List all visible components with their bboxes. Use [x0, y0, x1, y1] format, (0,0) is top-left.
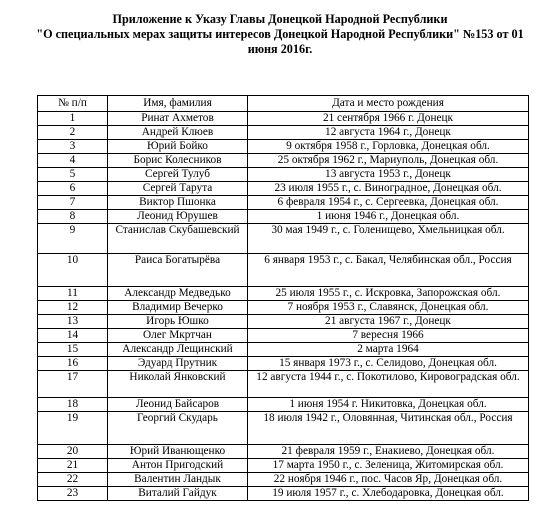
- cell-name: Леонид Юрушев: [108, 210, 248, 224]
- cell-birth: 17 марта 1950 г., с. Зеленица, Житомирская обл.: [248, 459, 529, 473]
- table-row: [38, 254, 529, 287]
- document-heading: [0, 12, 560, 57]
- cell-birth: 12 августа 1944 г., с. Покотилово, Кировоградская обл.: [248, 371, 529, 398]
- cell-name: Владимир Вечерко: [108, 301, 248, 315]
- table-row: [38, 315, 529, 329]
- heading-line-3: июня 2016г.: [247, 42, 313, 56]
- cell-number: 5: [38, 168, 108, 182]
- table-row: [38, 371, 529, 398]
- cell-number: 23: [38, 487, 108, 501]
- table-row: [38, 287, 529, 301]
- persons-table: [37, 95, 529, 501]
- cell-birth: 21 сентября 1966 г. Донецк: [248, 112, 529, 126]
- table-row: [38, 473, 529, 487]
- cell-name: Валентин Ландык: [108, 473, 248, 487]
- cell-birth: 30 мая 1949 г., с. Голенищево, Хмельницкая обл.: [248, 224, 529, 254]
- cell-name: Георгий Скударь: [108, 412, 248, 445]
- cell-birth: 19 июля 1957 г., с. Хлебодаровка, Донецкая обл.: [248, 487, 529, 501]
- cell-name: Борис Колесников: [108, 154, 248, 168]
- cell-name: Виталий Гайдук: [108, 487, 248, 501]
- cell-birth: 6 января 1953 г., с. Бакал, Челябинская обл., Россия: [248, 254, 529, 287]
- heading-line-1: Приложение к Указу Главы Донецкой Народной Республики: [112, 12, 448, 26]
- cell-birth: 13 августа 1953 г., Донецк: [248, 168, 529, 182]
- table-row: [38, 182, 529, 196]
- cell-name: Леонид Байсаров: [108, 398, 248, 412]
- cell-number: 2: [38, 126, 108, 140]
- cell-number: 8: [38, 210, 108, 224]
- cell-number: 17: [38, 371, 108, 398]
- cell-number: 18: [38, 398, 108, 412]
- table-header-row: [38, 96, 529, 112]
- cell-birth: 23 июля 1955 г., с. Виноградное, Донецкая обл.: [248, 182, 529, 196]
- cell-name: Антон Пригодский: [108, 459, 248, 473]
- table-row: [38, 357, 529, 371]
- table-row: [38, 329, 529, 343]
- cell-name: Николай Янковский: [108, 371, 248, 398]
- table-row: [38, 154, 529, 168]
- table-row: [38, 140, 529, 154]
- cell-name: Раиса Богатырёва: [108, 254, 248, 287]
- cell-name: Олег Мкртчан: [108, 329, 248, 343]
- cell-name: Станислав Скубашевский: [108, 224, 248, 254]
- table-row: [38, 168, 529, 182]
- cell-name: Александр Лещинский: [108, 343, 248, 357]
- cell-birth: 25 июля 1955 г., с. Искровка, Запорожская обл.: [248, 287, 529, 301]
- table-row: [38, 112, 529, 126]
- cell-name: Юрий Бойко: [108, 140, 248, 154]
- cell-number: 21: [38, 459, 108, 473]
- cell-number: 15: [38, 343, 108, 357]
- cell-number: 14: [38, 329, 108, 343]
- cell-number: 19: [38, 412, 108, 445]
- header-birth: Дата и место рождения: [248, 96, 529, 112]
- cell-birth: 1 июня 1946 г., Донецкая обл.: [248, 210, 529, 224]
- table-row: [38, 210, 529, 224]
- cell-number: 4: [38, 154, 108, 168]
- cell-name: Юрий Иванющенко: [108, 445, 248, 459]
- cell-name: Александр Медведько: [108, 287, 248, 301]
- cell-birth: 7 ноября 1953 г., Славянск, Донецкая обл.: [248, 301, 529, 315]
- cell-name: Сергей Тарута: [108, 182, 248, 196]
- cell-birth: 25 октября 1962 г., Мариуполь, Донецкая обл.: [248, 154, 529, 168]
- cell-name: Сергей Тулуб: [108, 168, 248, 182]
- cell-name: Игорь Юшко: [108, 315, 248, 329]
- table-row: [38, 343, 529, 357]
- cell-number: 11: [38, 287, 108, 301]
- cell-number: 7: [38, 196, 108, 210]
- table-row: [38, 301, 529, 315]
- cell-number: 16: [38, 357, 108, 371]
- cell-birth: 1 июня 1954 г. Никитовка, Донецкая обл.: [248, 398, 529, 412]
- cell-number: 10: [38, 254, 108, 287]
- cell-number: 13: [38, 315, 108, 329]
- table-row: [38, 487, 529, 501]
- cell-birth: 2 марта 1964: [248, 343, 529, 357]
- header-number: № п/п: [38, 96, 108, 112]
- cell-name: Эдуард Прутник: [108, 357, 248, 371]
- heading-line-2: "О специальных мерах защиты интересов Донецкой Народной Республики" №153 от 01: [36, 27, 524, 41]
- table-row: [38, 126, 529, 140]
- cell-birth: 22 ноября 1946 г., пос. Часов Яр, Донецкая обл.: [248, 473, 529, 487]
- table-row: [38, 459, 529, 473]
- table-row: [38, 398, 529, 412]
- cell-birth: 18 июля 1942 г., Оловянная, Читинская обл., Россия: [248, 412, 529, 445]
- cell-name: Андрей Клюев: [108, 126, 248, 140]
- cell-birth: 21 февраля 1959 г., Енакиево, Донецкая обл.: [248, 445, 529, 459]
- cell-number: 12: [38, 301, 108, 315]
- header-name: Имя, фамилия: [108, 96, 248, 112]
- cell-number: 9: [38, 224, 108, 254]
- cell-name: Виктор Пшонка: [108, 196, 248, 210]
- cell-birth: 6 февраля 1954 г., с. Сергеевка, Донецкая обл.: [248, 196, 529, 210]
- table-row: [38, 224, 529, 254]
- cell-number: 6: [38, 182, 108, 196]
- table-row: [38, 412, 529, 445]
- cell-number: 20: [38, 445, 108, 459]
- cell-number: 3: [38, 140, 108, 154]
- cell-number: 1: [38, 112, 108, 126]
- cell-birth: 9 октября 1958 г., Горловка, Донецкая обл.: [248, 140, 529, 154]
- cell-birth: 21 августа 1967 г., Донецк: [248, 315, 529, 329]
- table-row: [38, 445, 529, 459]
- cell-name: Ринат Ахметов: [108, 112, 248, 126]
- cell-birth: 15 января 1973 г., с. Селидово, Донецкая обл.: [248, 357, 529, 371]
- cell-number: 22: [38, 473, 108, 487]
- table-row: [38, 196, 529, 210]
- cell-birth: 12 августа 1964 г., Донецк: [248, 126, 529, 140]
- cell-birth: 7 вересня 1966: [248, 329, 529, 343]
